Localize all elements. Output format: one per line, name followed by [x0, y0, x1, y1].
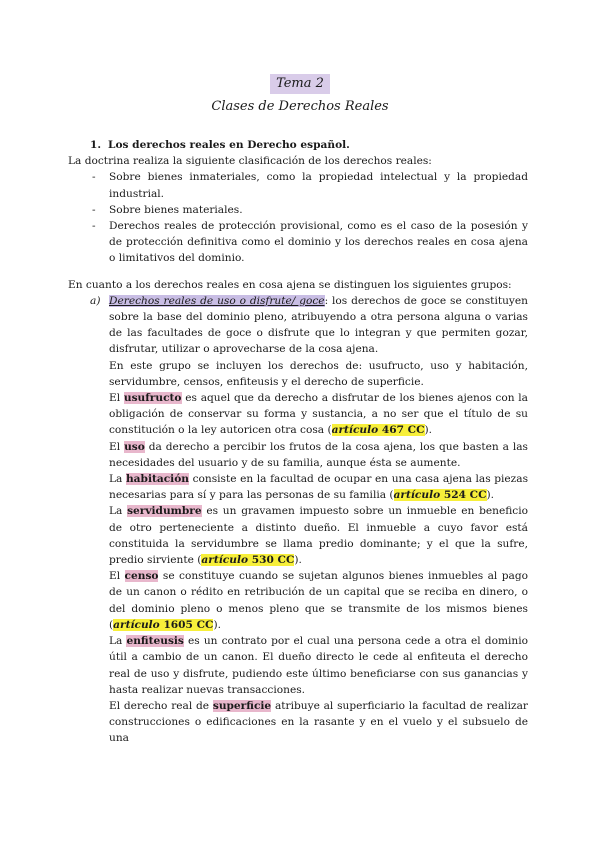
enfiteusis-paragraph [109, 633, 528, 698]
section-number: 1. [90, 139, 102, 151]
highlight-term: habitación [125, 473, 189, 486]
body-content [68, 137, 529, 747]
highlight-term: superficie [212, 699, 272, 712]
section-heading [90, 137, 528, 153]
paragraph-text: es un contrato por el cual una persona cede a otra el dominio útil a cambio de un canon. El dueño directo le cede al enfiteuta el derecho real de uso y disfrute, pudiendo este último beneficiarse con sus ganancias y hasta realizar nuevas transacciones. [109, 635, 528, 696]
article-label: artículo [201, 554, 249, 567]
group-a-includes: En este grupo se incluyen los derechos de: usufructo, uso y habitación, servidumbre, censos, enfiteusis y el derecho de superficie. [109, 359, 528, 388]
paragraph-text: El [109, 570, 125, 583]
servidumbre-paragraph [109, 503, 528, 568]
article-label: artículo [393, 489, 441, 502]
paragraph-text: es un gravamen impuesto sobre un inmueble en beneficio de otro perteneciente a distinto dueño. El inmueble a cuyo favor está constituida la servidumbre se llama predio dominante; y el que la sufre, predio sirviente ( [109, 505, 528, 567]
highlight-term: Derechos reales de uso o disfrute/ goce [109, 294, 325, 307]
highlight-term: uso [124, 440, 145, 453]
paragraph-text: El [109, 440, 125, 453]
article-label: artículo [113, 618, 160, 631]
paragraph-text: ). [294, 554, 302, 567]
paragraph-text: El [109, 392, 124, 405]
list-item: - Sobre bienes inmateriales, como la propiedad intelectual y la propiedad industrial. [74, 169, 528, 201]
group-a-definition [109, 293, 528, 358]
list-item: - Derechos reales de protección provisional, como es el caso de la posesión y de protección definitiva como el dominio y los derechos reales en cosa ajena o limitativos del dominio. [74, 218, 528, 267]
article-reference [201, 554, 294, 566]
paragraph-text: es aquel que da derecho a disfrutar de los bienes ajenos con la obligación de conservar su forma y sustancia, a no ser que el título de su constitución o la ley autoricen otra cosa ( [109, 392, 528, 437]
paragraph-text: ). [213, 618, 221, 631]
group-a-marker: a) [90, 294, 101, 307]
paragraph-text: ). [486, 489, 495, 502]
groups-intro: En cuanto a los derechos reales en cosa ajena se distinguen los siguientes grupos: [68, 278, 512, 291]
topic-title: Tema 2 [270, 74, 330, 94]
section-intro: La doctrina realiza la siguiente clasificación de los derechos reales: [68, 155, 432, 168]
usufructo-paragraph [109, 390, 528, 439]
paragraph-text: ). [424, 424, 433, 437]
paragraph-text: consiste en la facultad de ocupar en una casa ajena las piezas necesarias para sí y para las personas de su familia ( [109, 473, 529, 502]
paragraph-text: : los derechos de goce se constituyen sobre la base del dominio pleno, atribuyendo a otra persona alguna o varias de las facultades de goce o disfrute que lo integran y que permiten gozar, disfrutar, utilizar o aprovecharse de la cosa ajena. [109, 294, 528, 356]
group-a [74, 293, 528, 747]
article-number: 524 CC [440, 489, 487, 502]
highlight-term: servidumbre [127, 505, 202, 518]
article-number: 467 CC [378, 424, 425, 437]
article-number: 530 CC [248, 554, 295, 567]
page-subtitle: Clases de Derechos Reales [211, 99, 389, 114]
superficie-paragraph [109, 698, 528, 747]
article-number: 1605 CC [159, 618, 214, 631]
paragraph-text: La [109, 505, 128, 518]
censo-paragraph [109, 568, 528, 633]
list-item: - Sobre bienes materiales. [74, 202, 528, 218]
highlight-term: enfiteusis [126, 635, 184, 648]
classification-list [74, 169, 528, 266]
section-heading-text: Los derechos reales en Derecho español. [108, 139, 350, 151]
habitacion-paragraph [109, 471, 528, 503]
article-reference [332, 424, 425, 436]
article-label: artículo [331, 424, 379, 437]
highlight-term: usufructo [123, 392, 182, 405]
paragraph-text: se constituye cuando se sujetan algunos bienes inmuebles al pago de un canon o rédito en retribución de un capital que se reciba en dinero, o del dominio pleno o menos pleno que se transmite de los mismos bienes ( [109, 570, 528, 631]
paragraph-text: El derecho real de [109, 699, 213, 712]
highlight-term: censo [124, 570, 159, 583]
uso-paragraph [109, 439, 528, 471]
paragraph-text: La [109, 473, 126, 486]
title-block [0, 74, 600, 116]
article-reference [394, 489, 487, 501]
paragraph-text: La [109, 635, 127, 648]
paragraph-text: da derecho a percibir los frutos de la cosa ajena, los que basten a las necesidades del usuario y de su familia, aunque ésta se aumente. [109, 440, 528, 469]
article-reference [113, 619, 213, 631]
paragraph-text: atribuye al superficiario la facultad de realizar construcciones o edificaciones en la rasante y en el vuelo y el subsuelo de una [109, 699, 529, 745]
